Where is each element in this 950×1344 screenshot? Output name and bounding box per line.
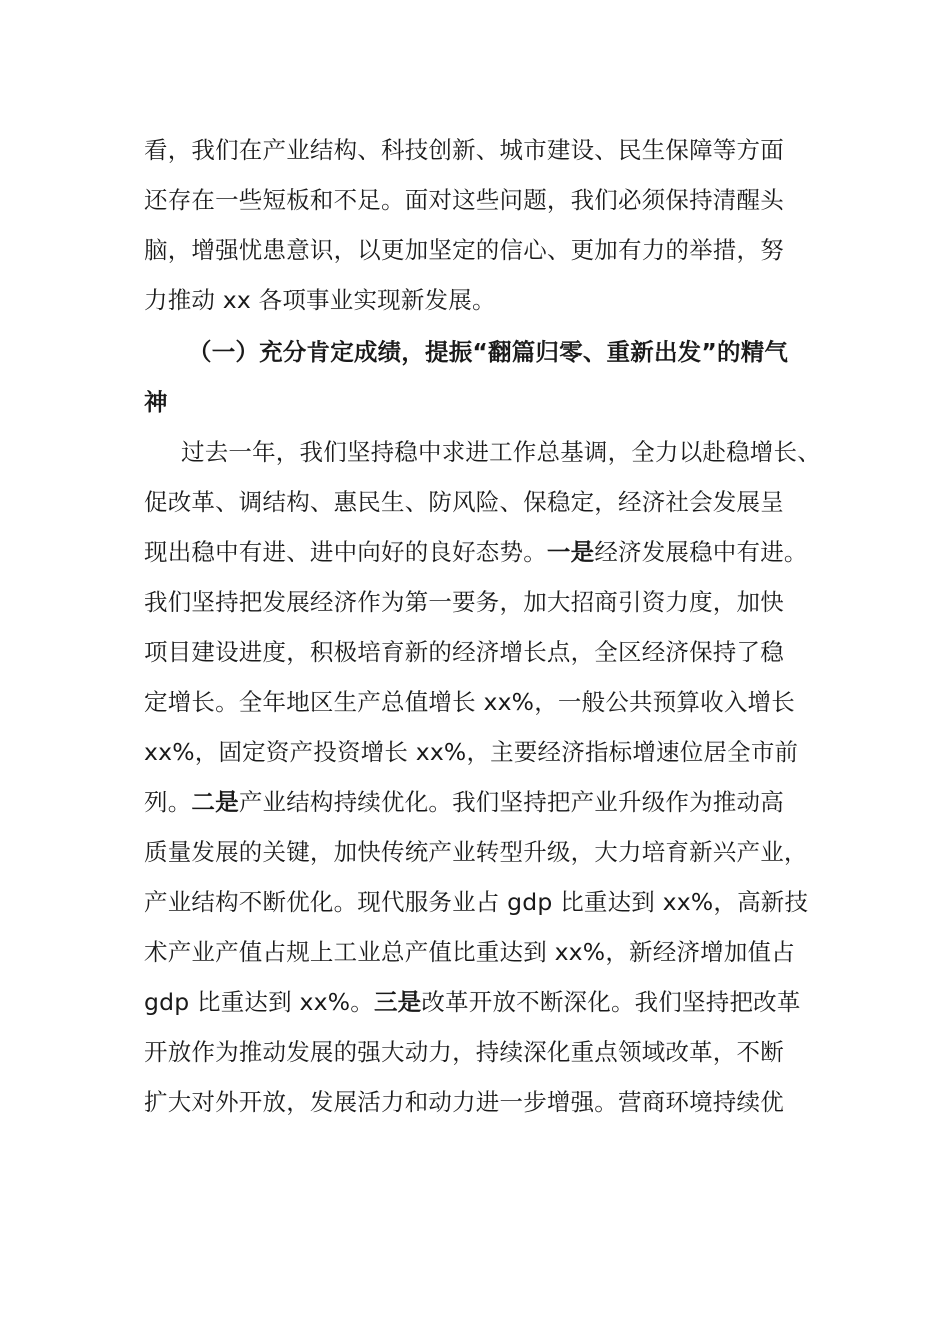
paragraph-line: 力推动 xx 各项事业实现新发展。 [144,286,496,314]
paragraph-line: 开放作为推动发展的强大动力，持续深化重点领域改革，不断 [144,1038,784,1066]
paragraph-line [144,986,824,1018]
paragraph-line: 质量发展的关键，加快传统产业转型升级，大力培育新兴产业， [144,838,808,866]
paragraph-line: 术产业产值占规上工业总产值比重达到 xx%，新经济增加值占 [144,938,795,966]
point-marker-second: 二是 [191,788,239,816]
paragraph-text: 现出稳中有进、进中向好的良好态势。 [144,538,547,566]
paragraph-line: 过去一年，我们坚持稳中求进工作总基调，全力以赴稳增长、 [181,438,821,466]
section-heading-line: （一）充分肯定成绩，提振“翻篇归零、重新出发”的精气 [188,338,789,366]
paragraph-line: 项目建设进度，积极培育新的经济增长点，全区经济保持了稳 [144,638,784,666]
paragraph-text: gdp 比重达到 xx%。 [144,988,374,1016]
paragraph-line: xx%，固定资产投资增长 xx%，主要经济指标增速位居全市前 [144,738,799,766]
paragraph-line: 促改革、调结构、惠民生、防风险、保稳定，经济社会发展呈 [144,488,784,516]
paragraph-text: 经济发展稳中有进。 [594,538,808,566]
point-marker-first: 一是 [546,538,595,566]
paragraph-text: 列。 [144,788,192,816]
section-heading-line: 神 [144,388,168,416]
paragraph-line: 我们坚持把发展经济作为第一要务，加大招商引资力度，加快 [144,588,784,616]
paragraph-line: 产业结构不断优化。现代服务业占 gdp 比重达到 xx%，高新技 [144,888,809,916]
point-marker-third: 三是 [373,988,422,1016]
paragraph-line: 看，我们在产业结构、科技创新、城市建设、民生保障等方面 [144,136,784,164]
paragraph-line: 定增长。全年地区生产总值增长 xx%，一般公共预算收入增长 [144,688,795,716]
paragraph-line: 扩大对外开放，发展活力和动力进一步增强。营商环境持续优 [144,1088,784,1116]
paragraph-text: 改革开放不断深化。我们坚持把改革 [421,988,801,1016]
paragraph-line [144,536,824,568]
paragraph-line: 还存在一些短板和不足。面对这些问题，我们必须保持清醒头 [144,186,784,214]
paragraph-line: 脑，增强忧患意识，以更加坚定的信心、更加有力的举措，努 [144,236,784,264]
paragraph-text: 产业结构持续优化。我们坚持把产业升级作为推动高 [238,788,784,816]
paragraph-line [144,786,824,818]
